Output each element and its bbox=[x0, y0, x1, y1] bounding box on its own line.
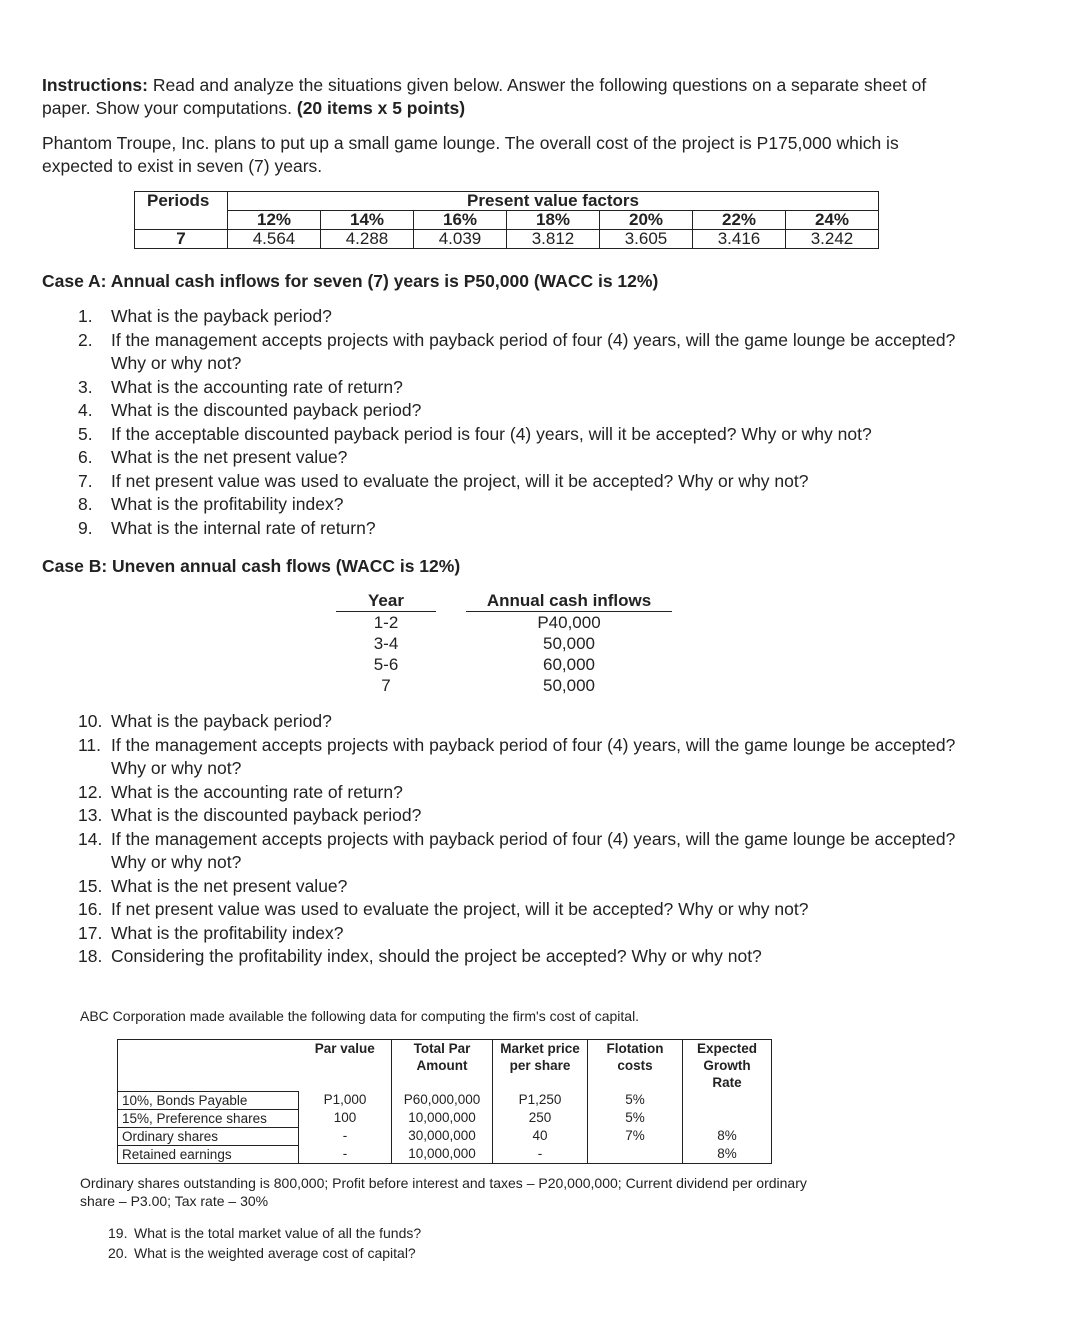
table-row: Ordinary shares - 30,000,000 40 7% 8% bbox=[118, 1127, 772, 1145]
abc-capital-table bbox=[117, 1039, 772, 1164]
list-item: 16. If net present value was used to evaluate the project, will it be accepted? Why or why not? bbox=[78, 899, 809, 919]
table-row: 10%, Bonds Payable P1,000 P60,000,000 P1,250 5% bbox=[118, 1091, 772, 1109]
list-item: 19. What is the total market value of all the funds? bbox=[108, 1225, 422, 1241]
pv-rate: 12% bbox=[228, 211, 321, 230]
instructions-points: (20 items x 5 points) bbox=[296, 98, 466, 118]
pv-factor: 4.564 bbox=[228, 230, 321, 249]
abc-growth-header: Expected Growth Rate bbox=[683, 1040, 772, 1092]
table-row: 1-2 P40,000 bbox=[373, 613, 601, 632]
pv-rate: 20% bbox=[600, 211, 693, 230]
table-row: Retained earnings - 10,000,000 - 8% bbox=[118, 1145, 772, 1163]
list-item: 17. What is the profitability index? bbox=[78, 922, 344, 943]
case-b-title: Case B: Uneven annual cash flows (WACC is 12%) bbox=[42, 556, 461, 576]
list-item: 7. If net present value was used to evaluate the project, will it be accepted? Why or why not? bbox=[78, 470, 809, 491]
abc-questions bbox=[108, 1223, 421, 1263]
instructions-label: Instructions: bbox=[42, 75, 148, 95]
pv-factor: 4.288 bbox=[321, 230, 414, 249]
pv-factor: 3.812 bbox=[507, 230, 600, 249]
pv-factor: 3.242 bbox=[786, 230, 879, 249]
pv-rate: 24% bbox=[786, 211, 879, 230]
abc-total-header: Total Par Amount bbox=[392, 1040, 493, 1092]
case-b-questions bbox=[78, 710, 958, 969]
cash-header: Annual cash inflows bbox=[466, 590, 672, 612]
pv-rate: 16% bbox=[414, 211, 507, 230]
instructions-text: Read and analyze the situations given below. Answer the following questions on a separate sheet of paper. Show your computations. bbox=[42, 75, 927, 118]
abc-note: Ordinary shares outstanding is 800,000; Profit before interest and taxes – P20,000,000; Current dividend per ordinary share – P3.00; Tax rate – 30% bbox=[80, 1175, 807, 1209]
abc-market-header: Market price per share bbox=[493, 1040, 588, 1092]
pv-rate: 22% bbox=[693, 211, 786, 230]
list-item: 9. What is the internal rate of return? bbox=[78, 517, 376, 538]
table-row: 7 50,000 bbox=[381, 676, 595, 695]
list-item: 2. If the management accepts projects with payback period of four (4) years, will the game lounge be accepted? Why or why not? bbox=[78, 329, 956, 373]
pv-rate: 14% bbox=[321, 211, 414, 230]
list-item: 14. If the management accepts projects with payback period of four (4) years, will the game lounge be accepted? Why or why not? bbox=[78, 828, 956, 872]
year-header: Year bbox=[336, 590, 436, 612]
pv-blank-cell bbox=[135, 211, 228, 230]
scenario-paragraph: Phantom Troupe, Inc. plans to put up a small game lounge. The overall cost of the project is P175,000 which is expected to exist in seven (7) years. bbox=[42, 133, 899, 176]
list-item: 4. What is the discounted payback period? bbox=[78, 400, 422, 420]
abc-par-header: Par value bbox=[299, 1040, 392, 1092]
pv-factor-table bbox=[134, 191, 879, 249]
pv-factors-header: Present value factors bbox=[228, 192, 879, 211]
list-item: 13. What is the discounted payback period? bbox=[78, 805, 422, 825]
list-item: 6. What is the net present value? bbox=[78, 447, 348, 467]
list-item: 8. What is the profitability index? bbox=[78, 494, 344, 514]
pv-period: 7 bbox=[135, 230, 228, 249]
table-row: 15%, Preference shares 100 10,000,000 250 5% bbox=[118, 1109, 772, 1127]
list-item: 12. What is the accounting rate of return? bbox=[78, 781, 403, 802]
instructions-paragraph bbox=[42, 74, 972, 120]
list-item: 3. What is the accounting rate of return? bbox=[78, 376, 403, 397]
table-row: 3-4 50,000 bbox=[373, 634, 595, 653]
case-a-title: Case A: Annual cash inflows for seven (7) years is P50,000 (WACC is 12%) bbox=[42, 271, 659, 291]
abc-intro: ABC Corporation made available the following data for computing the firm's cost of capital. bbox=[80, 1008, 640, 1024]
pv-periods-header: Periods bbox=[135, 192, 228, 211]
table-row: 5-6 60,000 bbox=[373, 655, 595, 674]
list-item: 20. What is the weighted average cost of capital? bbox=[108, 1245, 416, 1261]
pv-factor: 3.605 bbox=[600, 230, 693, 249]
list-item: 1. What is the payback period? bbox=[78, 306, 332, 326]
pv-factor: 4.039 bbox=[414, 230, 507, 249]
cash-inflow-table bbox=[336, 590, 676, 696]
abc-flotation-header: Flotation costs bbox=[588, 1040, 683, 1092]
list-item: 11. If the management accepts projects with payback period of four (4) years, will the game lounge be accepted? Why or why not? bbox=[78, 734, 956, 778]
list-item: 5. If the acceptable discounted payback period is four (4) years, will it be accepted? Why or why not? bbox=[78, 423, 872, 444]
list-item: 15. What is the net present value? bbox=[78, 875, 348, 896]
case-a-questions bbox=[78, 305, 958, 540]
pv-rate: 18% bbox=[507, 211, 600, 230]
list-item: 10. What is the payback period? bbox=[78, 711, 332, 731]
pv-factor: 3.416 bbox=[693, 230, 786, 249]
list-item: 18. Considering the profitability index, should the project be accepted? Why or why not? bbox=[78, 946, 762, 966]
